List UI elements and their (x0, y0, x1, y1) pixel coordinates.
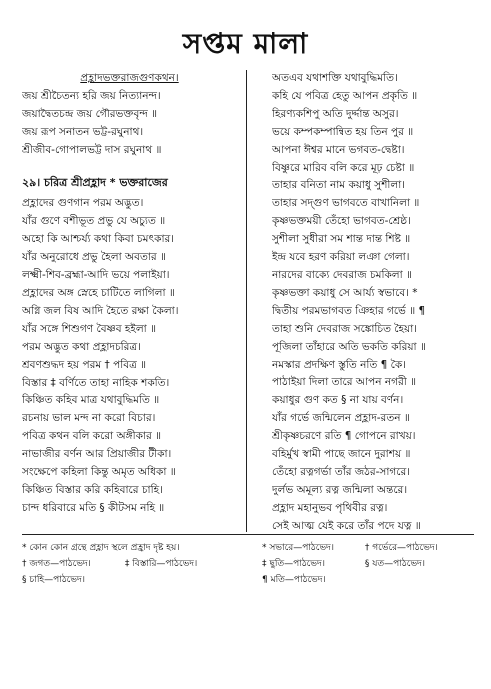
verse-line: নমস্কার প্রদক্ষিণ স্তুতি নতি ¶ কৈ। (272, 358, 406, 371)
footnote: * কোন কোন গ্রন্থে প্রহ্লাদ স্থলে প্রহ্রাদ দৃষ্ট হয়। (22, 543, 180, 553)
verse-line: অতএব যথাশক্তি যথাবুদ্ধিমতি। (272, 72, 398, 84)
verse-line: ভয়ে কম্পকম্পান্বিত হয় তিন পুর ॥ (272, 125, 414, 138)
verse-line: রচনায় ভাল মন্দ না করো বিচার। (22, 412, 156, 425)
verse-line: নারদের বাক্যে দেবরাজ চমকিলা ॥ (272, 268, 412, 281)
verse-line: পাঠাইয়া দিলা তারে আপন নগরী ॥ (272, 376, 417, 389)
page-title: সপ্তম মালা (182, 27, 309, 60)
footnote: † গর্ভেরে—পাঠভেদ। (364, 543, 438, 553)
left-column (22, 70, 237, 518)
footnote: ‡ বিস্তারি—পাঠভেদ। (124, 559, 198, 569)
footnote-rule (22, 534, 474, 535)
verse-line: ইন্দ্র যবে হরণ করিয়া লঞা গেলা। (272, 251, 410, 264)
footnote: § চাহি—পাঠভেদ। (22, 575, 85, 585)
verse-line: জয়াদ্বৈতচন্দ্র জয় গৌরভক্তবৃন্দ ॥ (22, 107, 158, 120)
footnote: § যত—পাঠভেদ। (364, 559, 425, 569)
verse-line: কৃষ্ণভক্তময়ী তেঁহো ভাগবত-শ্রেষ্ঠ। (272, 215, 411, 228)
verse-line: পরম অদ্ভুত কথা প্রহ্লাদচরিত্র। (22, 340, 141, 353)
verse-line: প্রহ্লাদ মহানুভব পৃথিবীর রত্ন। (272, 501, 388, 514)
footnote-row (262, 540, 474, 556)
verse-line: যাঁর সঙ্গে শিশুগণ বৈষ্ণব হইলা ॥ (22, 322, 157, 335)
verse-line: বিস্তার ‡ বর্ণিতে তাহা নাহিক শকতি। (22, 376, 170, 389)
verse-line: যাঁর গুণে বশীভূত প্রভু যে অচ্যুত ॥ (22, 215, 166, 228)
verse-line: জয় রূপ সনাতন ভট্ট-রঘুনাথ। (22, 125, 144, 138)
verse-line: তাহা শুনি দেবরাজ সঙ্কোচিত হৈয়া। (272, 322, 418, 335)
verse-line: পবিত্র কথন বলি করো অঙ্গীকার ॥ (22, 430, 162, 443)
verse-line: শ্রীজীব-গোপালভট্ট দাস রঘুনাথ ॥ (22, 143, 162, 156)
verse-line: চান্দ ধরিবারে মতি § কীটসম নহি ॥ (22, 501, 165, 514)
footnote-row (262, 556, 474, 572)
verse-line: নাভাজীর বর্ণন আর প্রিয়াজীর টীকা। (22, 448, 172, 461)
verse-line: আপনা ঈশ্বর মানে ভগবত-দ্বেষ্টা। (272, 143, 405, 156)
verse-line: অগ্নি জল বিষ আদি হৈতে রক্ষা কৈলা। (22, 304, 179, 317)
verse-line: সেই আত্ম যেই করে তাঁর পদে যত্ন ॥ (272, 519, 421, 532)
footnote: ¶ মতি—পাঠভেদ। (262, 575, 326, 585)
verse-line: কিঞ্চিত কহিব মাত্র যথাবুদ্ধিমতি ॥ (22, 394, 160, 407)
verse-line: দুর্লভ অমূল্য রত্ন জন্মিলা অন্তরে। (272, 483, 408, 496)
verse-line: কিঞ্চিত বিস্তার করি কহিবারে চাহি। (22, 483, 163, 496)
verse-line: কয়াধুর গুণ কত § না যায় বর্ণন। (272, 394, 404, 407)
verse-line: যাঁর গর্ভে জন্মিলেন প্রহ্লাদ-রতন ॥ (272, 412, 410, 425)
footnote-row (22, 556, 248, 572)
verse-line: জয় শ্রীচৈতন্য হরি জয় নিত্যানন্দ। (22, 89, 161, 102)
footnote: ‡ ছুতি—পাঠভেদ। (262, 559, 325, 569)
verse-line: বহির্মুখ স্বামী পাছে জানে দুরাশয় ॥ (272, 448, 411, 461)
verse-line: কৃষ্ণভক্তা কয়াধু সে আর্য্য স্বভাবে। * (272, 286, 418, 299)
verse-line: সুশীলা সুধীরা সম শান্ত দান্ত শিষ্ট ॥ (272, 233, 411, 246)
footnote: * সভারে—পাঠভেদ। (262, 543, 334, 553)
text-columns (22, 70, 472, 532)
verse-line: প্রহ্লাদের গুণগান পরম অদ্ভুত। (22, 197, 144, 210)
verse-line: তাহার সদ্গুণ ভাগবতে বাখানিলা ॥ (272, 197, 420, 210)
verse-line: বিষ্ণুরে মারিব বলি করে মূঢ় চেষ্টা ॥ (272, 161, 415, 174)
verse-line: লক্ষ্মী-শিব-ব্রহ্মা-আদি ভয়ে পলাইয়া। (22, 269, 170, 282)
verse-line: তাহার বনিতা নাম কয়াধু সুশীলা। (272, 179, 406, 192)
right-column (272, 70, 487, 536)
footnote: † জগত—পাঠভেদ। (22, 559, 91, 569)
verse-line: শ্রবণশুদ্ধদ হয় পরম † পবিত্র ॥ (22, 358, 147, 371)
verse-line: শ্রীকৃষ্ণচরণে রতি ¶ গোপনে রাখয়। (272, 430, 416, 443)
verse-line: অহো কি আশ্চর্য্য কথা কিবা চমৎকার। (22, 233, 175, 246)
verse-line: প্রহ্লাদের অঙ্গ স্নেহে চাটিতে লাগিলা ॥ (22, 286, 175, 299)
footnotes-right (262, 540, 474, 588)
verse-line: হিরণ্যকশিপু অতি দুর্দ্দান্ত অসুর। (272, 107, 399, 120)
verse-line: দ্বিতীয় পরমভাগবত ঞিহার গর্ভে ॥ ¶ (272, 304, 426, 317)
section-heading: প্রহ্লাদভক্তরাজগুণকথন। (80, 72, 179, 84)
verse-line: তেঁহো রত্নগর্ভা তাঁর জঠর-সাগরে। (272, 465, 411, 478)
verse-line: কহি যে পবিত্র হেতু আপন প্রকৃতি ॥ (272, 89, 418, 102)
footnotes-left (22, 540, 248, 588)
verse-line: যাঁর অনুরোধে প্রভু হৈলা অবতার ॥ (22, 251, 166, 264)
verse-line: পূজিলা তাঁহারে অতি ভকতি করিয়া ॥ (272, 340, 426, 353)
verse-line: সংক্ষেপে কহিলা কিন্তু অমৃত অধিকা ॥ (22, 466, 176, 479)
chapter-heading: ২৯। চরিত্র শ্রীপ্রহ্লাদ * ভক্তরাজের (22, 175, 168, 189)
